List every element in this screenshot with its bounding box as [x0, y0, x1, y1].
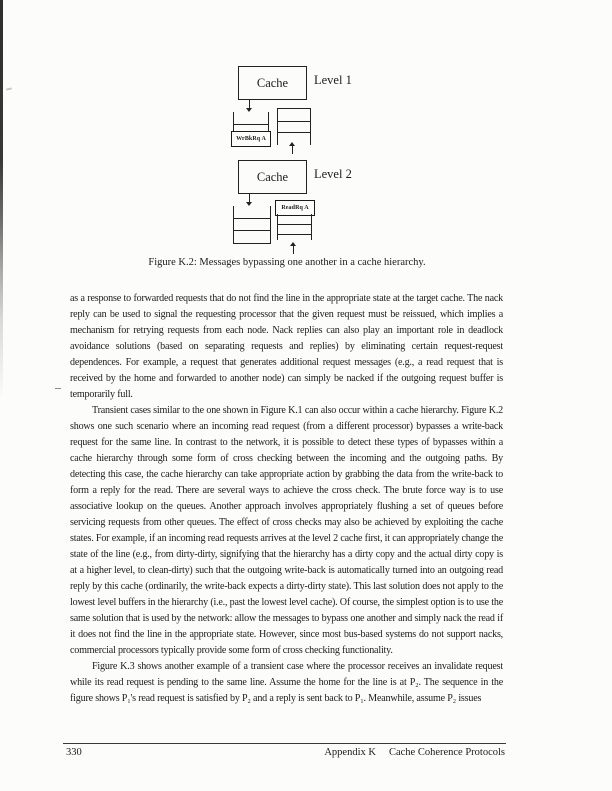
arrow-down-icon [245, 194, 254, 206]
margin-dash-artifact [55, 388, 61, 389]
arrow-down-icon [245, 100, 254, 112]
level-2-incoming-queue [233, 206, 271, 244]
paragraph-nack-replies: as a response to forwarded requests that do not find the line in the appropriate state at the target cache. The nack reply can be used to signal the requesting processor that the given request must be reissued, which implies a mechanism for retrying requests from each node. Nack replies can also play an important role in deadlock avoidance solutions (based on separating requests and replies) by eliminating certain request-request dependences. For example, a request that generates additional request messages (e.g., a read request that is received by the home and forwarded to another node) can simply be nacked if the outgoing request buffer is temporarily full. [70, 293, 503, 400]
cache-box-level-1 [238, 66, 307, 100]
page-number: 330 [66, 747, 82, 758]
level-1-incoming-queue [233, 112, 269, 147]
level-2-outgoing-queue [277, 214, 312, 240]
cache-box-level-2-label: Cache [256, 169, 289, 184]
arrow-up-icon [289, 242, 298, 254]
cache-box-level-1-label: Cache [256, 75, 289, 90]
arrow-up-icon [288, 142, 297, 154]
scan-edge-artifact [0, 0, 3, 400]
footer-title: Cache Coherence Protocols [388, 747, 505, 758]
paragraph-transient-cases: Transient cases similar to the one shown in Figure K.1 can also occur within a cache hierarchy. Figure K.2 shows one such scenario where an incoming read request (from a different processor) bypasses a write-back request for the same line. In contrast to the network, it is possible to detect these types of bypasses within a cache hierarchy through some form of cross checking between the incoming and the outgoing paths. By detecting this case, the cache hierarchy can take appropriate action by grabbing the data from the write-back to form a reply for the read. There are several ways to achieve the cross check. The brute force way is to use associative lookup on the queues. Another approach involves appropriately flushing a set of queues before servicing requests from other queues. The effect of cross checks may also be achieved by exploiting the cache states. For example, if an incoming read requests arrives at the level 2 cache first, it can appropriately change the state of the line (e.g., from dirty-dirty, signifying that the hierarchy has a dirty copy and the actual dirty copy is at a higher level, to clean-dirty) such that the outgoing write-back is automatically turned into an outgoing read reply by this cache (ordinarily, the write-back expects a dirty-dirty state). This last solution does not apply to the lowest level buffers in the hierarchy (i.e., past the lowest level cache). Of course, the simplest option is to use the same solution that is used by the network: allow the messages to bypass one another and simply nack the read if it does not find the line in the appropriate state. However, since most bus-based systems do not support nacks, commercial processors typically provide some form of cross checking functionality. [70, 405, 503, 656]
cache-box-level-2 [238, 160, 307, 194]
level-1-label: Level 1 [314, 73, 352, 87]
figure-caption: Figure K.2: Messages bypassing one another in a cache hierarchy. [148, 257, 426, 268]
paragraph-figure-k3: Figure K.3 shows another example of a transient case where the processor receives an invalidate request while its read request is pending to the same line. Assume the home for the line is at P₂. The sequence in the figure shows P₁'s read request is satisfied by P₂ and a reply is sent back to P₁. Meanwhile, assume P₂ issues [70, 661, 503, 704]
writeback-request-label: WrBkRq A [236, 136, 266, 142]
level-1-outgoing-queue [277, 108, 311, 145]
level-2-label: Level 2 [314, 167, 352, 181]
body-text [70, 291, 503, 707]
footer-rule [63, 743, 506, 744]
scan-mark-artifact [6, 87, 12, 90]
footer-appendix: Appendix K [324, 747, 376, 758]
read-request-label: ReadRq A [281, 205, 309, 211]
writeback-request-cell [231, 131, 271, 147]
running-footer [70, 747, 505, 758]
